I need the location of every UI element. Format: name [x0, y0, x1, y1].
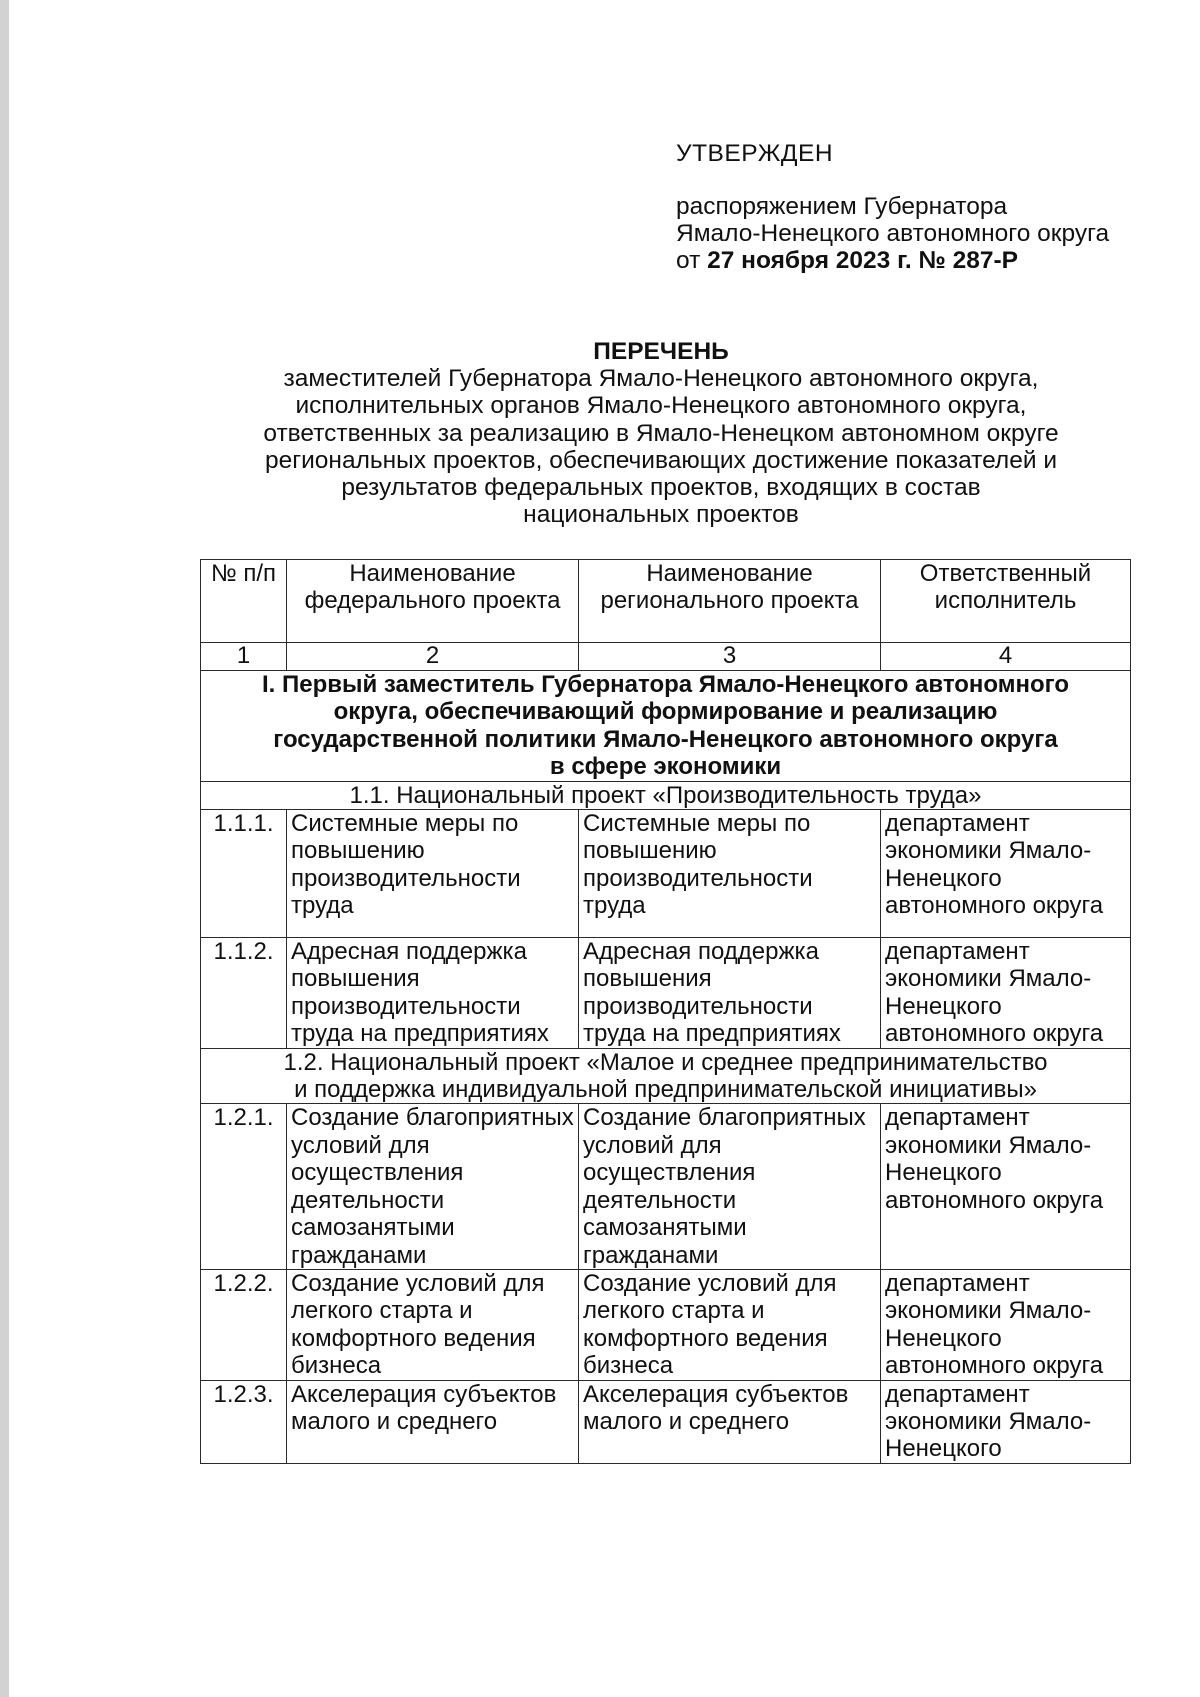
header-regional-project: Наименование регионального проекта — [579, 560, 881, 643]
section-heading-line: государственной политики Ямало-Ненецкого автономного округа — [273, 725, 1058, 753]
header-num: № п/п — [201, 560, 287, 643]
row-number: 1.2.2. — [201, 1269, 287, 1380]
row-number: 1.1.2. — [201, 938, 287, 1049]
column-number: 1 — [201, 643, 287, 671]
executor-cell: департамент экономики Ямало-Ненецкого автономного округа — [881, 1104, 1131, 1269]
federal-project-cell: Создание благоприятных условий для осуществления деятельности самозанятыми гражданами — [287, 1104, 579, 1269]
document-heading: ПЕРЕЧЕНЬ — [593, 338, 729, 365]
national-project-line: 1.2. Национальный проект «Малое и среднее предпринимательство — [283, 1048, 1048, 1076]
national-project-heading — [201, 781, 1131, 809]
section-heading-line: I. Первый заместитель Губернатора Ямало-Ненецкого автономного — [261, 671, 1070, 698]
national-project-row — [201, 781, 1131, 809]
executor-cell: департамент экономики Ямало-Ненецкого автономного округа — [881, 938, 1131, 1049]
title-line: исполнительных органов Ямало-Ненецкого автономного округа, — [295, 392, 1027, 420]
header-executor: Ответственный исполнитель — [881, 560, 1131, 643]
section-heading-line: округа, обеспечивающий формирование и реализацию — [333, 698, 998, 726]
table-row — [201, 938, 1131, 1049]
column-number-row — [201, 643, 1131, 671]
title-line: региональных проектов, обеспечивающих достижение показателей и — [264, 446, 1058, 474]
section-heading — [201, 671, 1131, 782]
approval-stamp: УТВЕРЖДЕН — [676, 140, 834, 167]
regional-project-cell: Создание условий для легкого старта и комфортного ведения бизнеса — [579, 1269, 881, 1380]
column-number: 2 — [287, 643, 579, 671]
federal-project-cell: Системные меры по повышению производительности труда — [287, 810, 579, 938]
national-project-heading — [201, 1048, 1131, 1104]
title-line: национальных проектов — [523, 501, 799, 529]
column-number: 3 — [579, 643, 881, 671]
regional-project-cell: Системные меры по повышению производительности труда — [579, 810, 881, 938]
executor-cell: департамент экономики Ямало-Ненецкого — [881, 1380, 1131, 1463]
title-line: результатов федеральных проектов, входящих в состав — [341, 474, 981, 502]
table-row — [201, 1269, 1131, 1380]
executor-cell: департамент экономики Ямало-Ненецкого автономного округа — [881, 810, 1131, 938]
national-project-row — [201, 1048, 1131, 1104]
federal-project-cell: Акселерация субъектов малого и среднего — [287, 1380, 579, 1463]
table-row — [201, 1104, 1131, 1269]
approval-date-line — [676, 247, 1146, 274]
table-header-row — [201, 560, 1131, 643]
table-row — [201, 810, 1131, 938]
approval-date: 27 ноября 2023 г. № 287-Р — [707, 247, 1018, 274]
table-row — [201, 1380, 1131, 1463]
approval-line-1: распоряжением Губернатора — [676, 193, 1008, 220]
document-title — [200, 338, 1122, 528]
column-number: 4 — [881, 643, 1131, 671]
regional-project-cell: Акселерация субъектов малого и среднего — [579, 1380, 881, 1463]
header-federal-project: Наименование федерального проекта — [287, 560, 579, 643]
regional-project-cell: Адресная поддержка повышения производительности труда на предприятиях — [579, 938, 881, 1049]
row-number: 1.2.3. — [201, 1380, 287, 1463]
national-project-line: и поддержка индивидуальной предпринимательской инициативы» — [294, 1076, 1037, 1104]
approval-line-2: Ямало-Ненецкого автономного округа — [676, 220, 1110, 247]
title-line: ответственных за реализацию в Ямало-Ненецком автономном округе — [263, 419, 1059, 447]
row-number: 1.2.1. — [201, 1104, 287, 1269]
row-number: 1.1.1. — [201, 810, 287, 938]
section-heading-line: в сфере экономики — [549, 753, 782, 781]
executor-cell: департамент экономики Ямало-Ненецкого автономного округа — [881, 1269, 1131, 1380]
approval-block — [676, 140, 1146, 274]
approval-date-prefix: от — [676, 247, 708, 274]
section-row — [201, 671, 1131, 782]
federal-project-cell: Адресная поддержка повышения производительности труда на предприятиях — [287, 938, 579, 1049]
regional-project-cell: Создание благоприятных условий для осуществления деятельности самозанятыми гражданами — [579, 1104, 881, 1269]
title-line: заместителей Губернатора Ямало-Ненецкого автономного округа, — [283, 365, 1039, 393]
scan-edge-strip — [0, 0, 9, 1697]
national-project-line: 1.1. Национальный проект «Производительность труда» — [349, 781, 982, 809]
federal-project-cell: Создание условий для легкого старта и комфортного ведения бизнеса — [287, 1269, 579, 1380]
responsibility-table — [200, 559, 1131, 1464]
